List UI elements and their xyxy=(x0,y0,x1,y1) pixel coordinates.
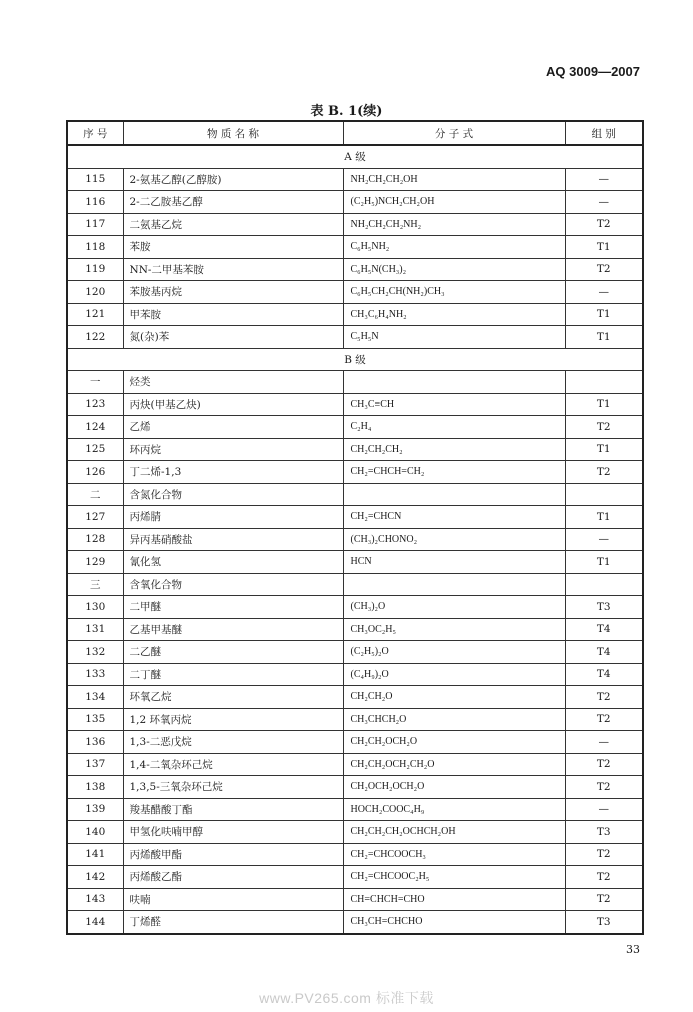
table-row xyxy=(67,776,643,799)
standard-code: AQ 3009—2007 xyxy=(546,64,640,79)
cell-group: T3 xyxy=(565,596,643,619)
cell-no: 143 xyxy=(67,888,123,911)
cell-formula: CH₃CHCH₂O xyxy=(343,708,565,731)
cell-formula: CH₃OC₂H₅ xyxy=(343,618,565,641)
table-row xyxy=(67,438,643,461)
table-row xyxy=(67,191,643,214)
cell-no: 121 xyxy=(67,303,123,326)
table-row xyxy=(67,326,643,349)
watermark: www.PV265.com 标准下载 xyxy=(259,990,434,1006)
grade-label: A 级 xyxy=(67,145,643,168)
cell-no: 117 xyxy=(67,213,123,236)
column-header-no: 序 号 xyxy=(67,121,123,145)
cell-name: 烃类 xyxy=(123,371,343,394)
table-row xyxy=(67,663,643,686)
column-header-name: 物 质 名 称 xyxy=(123,121,343,145)
cell-no: 118 xyxy=(67,236,123,259)
table-row xyxy=(67,821,643,844)
cell-group: — xyxy=(565,528,643,551)
cell-formula: CH₃C₆H₄NH₂ xyxy=(343,303,565,326)
cell-formula: (C₂H₅)₂O xyxy=(343,641,565,664)
cell-name: 1,4-二氧杂环己烷 xyxy=(123,753,343,776)
cell-group: T2 xyxy=(565,843,643,866)
table-row xyxy=(67,731,643,754)
cell-no: 119 xyxy=(67,258,123,281)
cell-formula: HCN xyxy=(343,551,565,574)
cell-no: 一 xyxy=(67,371,123,394)
cell-no: 129 xyxy=(67,551,123,574)
table-row xyxy=(67,213,643,236)
cell-no: 127 xyxy=(67,506,123,529)
cell-formula: C₂H₄ xyxy=(343,416,565,439)
cell-no: 126 xyxy=(67,461,123,484)
cell-group: T2 xyxy=(565,708,643,731)
table-row xyxy=(67,551,643,574)
cell-group: T1 xyxy=(565,303,643,326)
table-row xyxy=(67,641,643,664)
cell-group: — xyxy=(565,168,643,191)
cell-name: 氰化氢 xyxy=(123,551,343,574)
cell-formula: (C₂H₅)NCH₂CH₂OH xyxy=(343,191,565,214)
cell-group: T1 xyxy=(565,236,643,259)
table-row xyxy=(67,573,643,596)
cell-formula: CH₂CH₂OCH₂O xyxy=(343,731,565,754)
cell-group: T3 xyxy=(565,821,643,844)
cell-name: 呋喃 xyxy=(123,888,343,911)
cell-formula: CH₂CH₂CH₂OCHCH₂OH xyxy=(343,821,565,844)
cell-formula xyxy=(343,483,565,506)
cell-name: 含氮化合物 xyxy=(123,483,343,506)
cell-name: 苯胺基丙烷 xyxy=(123,281,343,304)
cell-no: 115 xyxy=(67,168,123,191)
substance-table xyxy=(66,120,644,935)
cell-no: 135 xyxy=(67,708,123,731)
grade-row xyxy=(67,145,643,168)
cell-formula: (C₄H₉)₂O xyxy=(343,663,565,686)
table-title: 表 B. 1(续) xyxy=(310,104,383,119)
cell-group: T2 xyxy=(565,258,643,281)
cell-group: — xyxy=(565,191,643,214)
cell-no: 122 xyxy=(67,326,123,349)
cell-formula: CH₂=CHCN xyxy=(343,506,565,529)
cell-no: 139 xyxy=(67,798,123,821)
table-row xyxy=(67,866,643,889)
table-row xyxy=(67,303,643,326)
cell-formula: CH₂OCH₂OCH₂O xyxy=(343,776,565,799)
cell-formula: CH₃C≡CH xyxy=(343,393,565,416)
cell-no: 133 xyxy=(67,663,123,686)
cell-name: 羧基醋酸丁酯 xyxy=(123,798,343,821)
cell-group: T2 xyxy=(565,213,643,236)
cell-no: 140 xyxy=(67,821,123,844)
cell-no: 136 xyxy=(67,731,123,754)
cell-name: 环丙烷 xyxy=(123,438,343,461)
cell-formula: CH₃CH=CHCHO xyxy=(343,911,565,934)
cell-group: T2 xyxy=(565,686,643,709)
table-row xyxy=(67,506,643,529)
grade-row xyxy=(67,348,643,371)
cell-name: 1,3-二恶戊烷 xyxy=(123,731,343,754)
cell-name: 乙基甲基醚 xyxy=(123,618,343,641)
cell-group: — xyxy=(565,798,643,821)
cell-formula: C₅H₅N xyxy=(343,326,565,349)
table-row xyxy=(67,708,643,731)
cell-name: 异丙基硝酸盐 xyxy=(123,528,343,551)
table-row xyxy=(67,371,643,394)
cell-name: 丁二烯-1,3 xyxy=(123,461,343,484)
cell-group: T3 xyxy=(565,911,643,934)
cell-group xyxy=(565,483,643,506)
cell-name: 二氨基乙烷 xyxy=(123,213,343,236)
cell-name: 二乙醚 xyxy=(123,641,343,664)
table-row xyxy=(67,843,643,866)
cell-no: 131 xyxy=(67,618,123,641)
cell-group xyxy=(565,573,643,596)
cell-group: T2 xyxy=(565,416,643,439)
cell-formula: HOCH₂COOC₄H₉ xyxy=(343,798,565,821)
cell-name: 2-二乙胺基乙醇 xyxy=(123,191,343,214)
cell-no: 128 xyxy=(67,528,123,551)
cell-formula: CH₂=CHCH=CH₂ xyxy=(343,461,565,484)
cell-name: NN-二甲基苯胺 xyxy=(123,258,343,281)
table-row xyxy=(67,393,643,416)
cell-group: T1 xyxy=(565,393,643,416)
cell-group: — xyxy=(565,731,643,754)
table-row xyxy=(67,911,643,934)
cell-group: T4 xyxy=(565,663,643,686)
cell-formula: C₆H₅N(CH₃)₂ xyxy=(343,258,565,281)
table-row xyxy=(67,618,643,641)
cell-no: 三 xyxy=(67,573,123,596)
cell-formula: C₆H₅NH₂ xyxy=(343,236,565,259)
cell-name: 丙烯酸乙酯 xyxy=(123,866,343,889)
table-row xyxy=(67,888,643,911)
page-number: 33 xyxy=(626,943,640,956)
cell-name: 2-氨基乙醇(乙醇胺) xyxy=(123,168,343,191)
cell-name: 苯胺 xyxy=(123,236,343,259)
column-header-formula: 分 子 式 xyxy=(343,121,565,145)
cell-no: 123 xyxy=(67,393,123,416)
cell-no: 141 xyxy=(67,843,123,866)
cell-name: 二丁醚 xyxy=(123,663,343,686)
cell-name: 1,3,5-三氧杂环己烷 xyxy=(123,776,343,799)
cell-group: T2 xyxy=(565,888,643,911)
table-header-row xyxy=(67,121,643,145)
cell-no: 137 xyxy=(67,753,123,776)
table-row xyxy=(67,281,643,304)
cell-name: 丙炔(甲基乙炔) xyxy=(123,393,343,416)
cell-group xyxy=(565,371,643,394)
cell-formula: CH₂CH₂OCH₂CH₂O xyxy=(343,753,565,776)
cell-formula: NH₂CH₂CH₂NH₂ xyxy=(343,213,565,236)
table-row xyxy=(67,483,643,506)
cell-name: 乙烯 xyxy=(123,416,343,439)
cell-formula: CH₂CH₂O xyxy=(343,686,565,709)
cell-name: 二甲醚 xyxy=(123,596,343,619)
table-row xyxy=(67,236,643,259)
cell-name: 甲苯胺 xyxy=(123,303,343,326)
table-row xyxy=(67,596,643,619)
cell-name: 丁烯醛 xyxy=(123,911,343,934)
cell-no: 130 xyxy=(67,596,123,619)
cell-formula xyxy=(343,371,565,394)
cell-no: 二 xyxy=(67,483,123,506)
cell-formula: CH₂=CHCOOCH₃ xyxy=(343,843,565,866)
cell-group: T1 xyxy=(565,551,643,574)
cell-group: T1 xyxy=(565,438,643,461)
cell-group: T4 xyxy=(565,618,643,641)
cell-name: 氮(杂)苯 xyxy=(123,326,343,349)
cell-no: 120 xyxy=(67,281,123,304)
cell-name: 甲氢化呋喃甲醇 xyxy=(123,821,343,844)
cell-formula: C₆H₅CH₂CH(NH₂)CH₃ xyxy=(343,281,565,304)
cell-group: T2 xyxy=(565,753,643,776)
cell-no: 134 xyxy=(67,686,123,709)
cell-no: 138 xyxy=(67,776,123,799)
cell-group: T2 xyxy=(565,866,643,889)
cell-formula: (CH₃)₂CHONO₂ xyxy=(343,528,565,551)
cell-group: T1 xyxy=(565,506,643,529)
table-row xyxy=(67,258,643,281)
cell-formula xyxy=(343,573,565,596)
cell-formula: CH₂CH₂CH₂ xyxy=(343,438,565,461)
table-row xyxy=(67,168,643,191)
cell-no: 124 xyxy=(67,416,123,439)
cell-no: 116 xyxy=(67,191,123,214)
cell-no: 142 xyxy=(67,866,123,889)
table-row xyxy=(67,528,643,551)
table-row xyxy=(67,686,643,709)
cell-name: 1,2 环氧丙烷 xyxy=(123,708,343,731)
cell-group: — xyxy=(565,281,643,304)
table-row xyxy=(67,461,643,484)
cell-formula: NH₂CH₂CH₂OH xyxy=(343,168,565,191)
cell-name: 含氧化合物 xyxy=(123,573,343,596)
table-row xyxy=(67,753,643,776)
cell-group: T4 xyxy=(565,641,643,664)
table-body xyxy=(67,145,643,934)
cell-formula: (CH₃)₂O xyxy=(343,596,565,619)
cell-no: 144 xyxy=(67,911,123,934)
cell-no: 132 xyxy=(67,641,123,664)
cell-formula: CH₂=CHCOOC₂H₅ xyxy=(343,866,565,889)
cell-group: T2 xyxy=(565,461,643,484)
cell-name: 环氧乙烷 xyxy=(123,686,343,709)
cell-name: 丙烯腈 xyxy=(123,506,343,529)
cell-name: 丙烯酸甲酯 xyxy=(123,843,343,866)
grade-label: B 级 xyxy=(67,348,643,371)
cell-group: T1 xyxy=(565,326,643,349)
table-row xyxy=(67,416,643,439)
table-row xyxy=(67,798,643,821)
cell-no: 125 xyxy=(67,438,123,461)
cell-group: T2 xyxy=(565,776,643,799)
column-header-group: 组 别 xyxy=(565,121,643,145)
cell-formula: CH=CHCH=CHO xyxy=(343,888,565,911)
